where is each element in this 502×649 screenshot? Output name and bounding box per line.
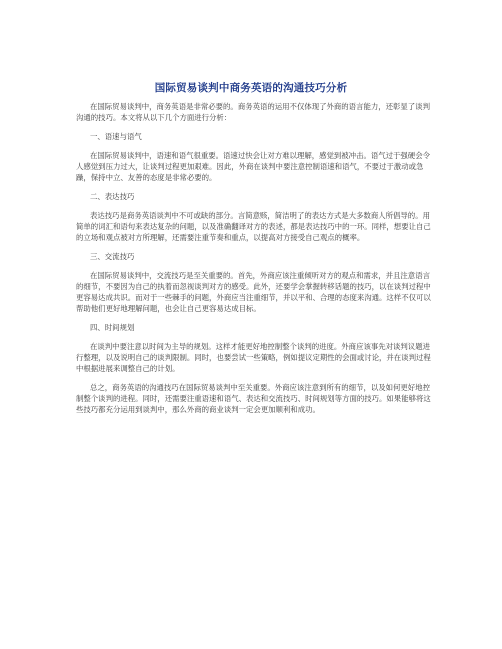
intro-paragraph: 在国际贸易谈判中，商务英语是非常必要的。商务英语的运用不仅体现了外商的语言能力，还彰显了谈判沟通的技巧。本文将从以下几个方面进行分析： (76, 102, 430, 122)
section-heading-time-planning: 四、时间规划 (90, 323, 135, 332)
paragraph-communication: 在国际贸易谈判中，交流技巧是至关重要的。首先，外商应该注重倾听对方的观点和需求，并且注意语言的细节，不要因为自己的执着而忽视谈判对方的感受。此外，还要学会掌握转移话题的技巧，以在谈判过程中更容易达成共识。而对于一些棘手的问题，外商应当注重细节，并以平和、合理的态度来沟通。这样不仅可以帮助他们更好地理解问题，也会让自己更容易达成目标。 (76, 271, 431, 313)
paragraph-expression: 表达技巧是商务英语谈判中不可或缺的部分。言简意赅，简洁明了的表达方式是大多数商人所倡导的。用简单的词汇和语句来表达复杂的问题，以及准确翻译对方的表述，都是表达技巧中的一环。同样，想要让自己的立场和观点被对方所理解，还需要注重节奏和重点，以提高对方接受自己观点的概率。 (76, 211, 431, 242)
document-body (76, 101, 434, 423)
paragraph-speed-tone: 在国际贸易谈判中，语速和语气很重要。语速过快会让对方难以理解，感觉到被冲击。语气过于强硬会令人感觉到压力过大，让谈判过程更加艰难。因此，外商在谈判中要注意控制语速和语气，不要过于激动或急躁，保持中立、友善的态度是非常必要的。 (76, 151, 430, 182)
section-heading-communication: 三、交流技巧 (90, 252, 135, 261)
section-heading-expression: 二、表达技巧 (90, 192, 135, 201)
document-title: 国际贸易谈判中商务英语的沟通技巧分析 (154, 82, 348, 94)
section-heading-speed-tone: 一、语速与语气 (90, 132, 142, 141)
conclusion-paragraph: 总之，商务英语的沟通技巧在国际贸易谈判中至关重要。外商应该注意到所有的细节，以及如何更好地控制整个谈判的进程。同时，还需要注重语速和语气、表达和交流技巧、时间规划等方面的技巧。如果能够将这些技巧都充分运用到谈判中，那么外商的商业谈判一定会更加顺利和成功。 (76, 383, 431, 414)
paragraph-time-planning: 在谈判中要注意以时间为主导的规划。这样才能更好地控制整个谈判的进度。外商应该事先对谈判议题进行整理，以及说明自己的谈判限制。同时，也要尝试一些策略，例如提议定期性的会面或讨论，并在谈判过程中根据进展来调整自己的计划。 (76, 342, 431, 373)
